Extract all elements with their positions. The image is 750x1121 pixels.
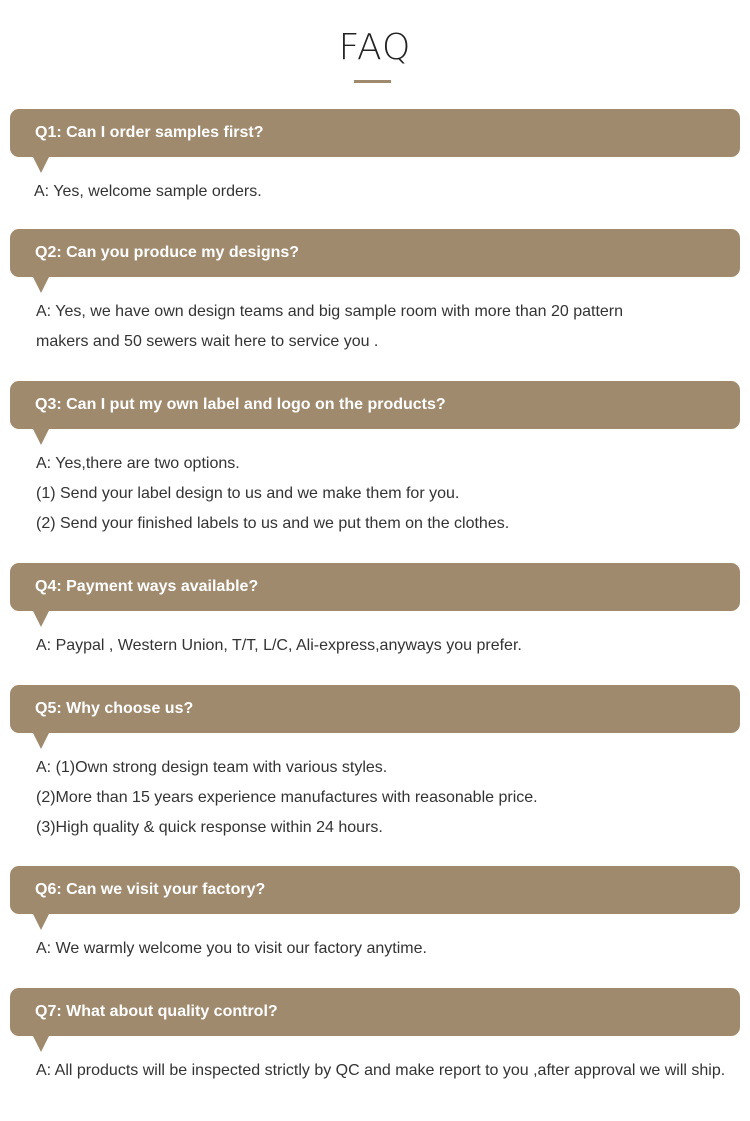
faq-question-text: Q6: Can we visit your factory? [35,881,266,898]
faq-question-bar [10,109,740,157]
faq-question-text: Q5: Why choose us? [35,700,194,717]
page-title: FAQ [338,27,412,68]
faq-answer-line: makers and 50 sewers wait here to service you . [36,333,379,350]
faq-question-bar [10,229,740,277]
faq-answer [10,914,740,964]
faq-question-text: Q1: Can I order samples first? [35,124,264,141]
faq-answer-line: (1) Send your label design to us and we make them for you. [36,485,460,502]
faq-item-6 [10,866,740,964]
faq-answer-line: A: We warmly welcome you to visit our factory anytime. [36,940,427,957]
faq-answer-line: A: Paypal , Western Union, T/T, L/C, Ali-express,anyways you prefer. [36,637,522,654]
speech-pointer-icon [33,429,49,445]
title-divider [354,80,391,83]
faq-answer-line: A: (1)Own strong design team with various styles. [36,759,388,776]
faq-answer-line: A: Yes,there are two options. [36,455,240,472]
faq-item-4 [10,563,740,661]
faq-question-bar [10,866,740,914]
faq-question-text: Q4: Payment ways available? [35,578,259,595]
faq-question-text: Q2: Can you produce my designs? [35,244,300,261]
faq-question-text: Q7: What about quality control? [35,1003,278,1020]
faq-answer [10,429,740,539]
faq-question-bar [10,685,740,733]
faq-item-7 [10,988,740,1086]
faq-question-bar [10,988,740,1036]
faq-answer-line: A: Yes, we have own design teams and big sample room with more than 20 pattern [36,303,624,320]
faq-answer-line: A: All products will be inspected strictly by QC and make report to you ,after approval we will ship. [36,1062,726,1079]
speech-pointer-icon [33,611,49,627]
faq-answer [10,611,740,661]
speech-pointer-icon [33,157,49,173]
speech-pointer-icon [33,1036,49,1052]
faq-item-5 [10,685,740,843]
speech-pointer-icon [33,733,49,749]
faq-answer-line: (2) Send your finished labels to us and we put them on the clothes. [36,515,510,532]
faq-question-bar [10,563,740,611]
faq-answer-line: (3)High quality & quick response within 24 hours. [36,819,383,836]
faq-answer [10,1036,740,1086]
faq-question-bar [10,381,740,429]
faq-item-1 [10,109,740,207]
faq-item-3 [10,381,740,539]
speech-pointer-icon [33,914,49,930]
faq-answer-line: (2)More than 15 years experience manufactures with reasonable price. [36,789,538,806]
faq-question-text: Q3: Can I put my own label and logo on the products? [35,396,446,413]
faq-answer [10,277,740,357]
faq-answer-line: A: Yes, welcome sample orders. [34,183,262,200]
speech-pointer-icon [33,277,49,293]
faq-item-2 [10,229,740,357]
faq-answer [10,733,740,843]
faq-answer [10,157,740,207]
